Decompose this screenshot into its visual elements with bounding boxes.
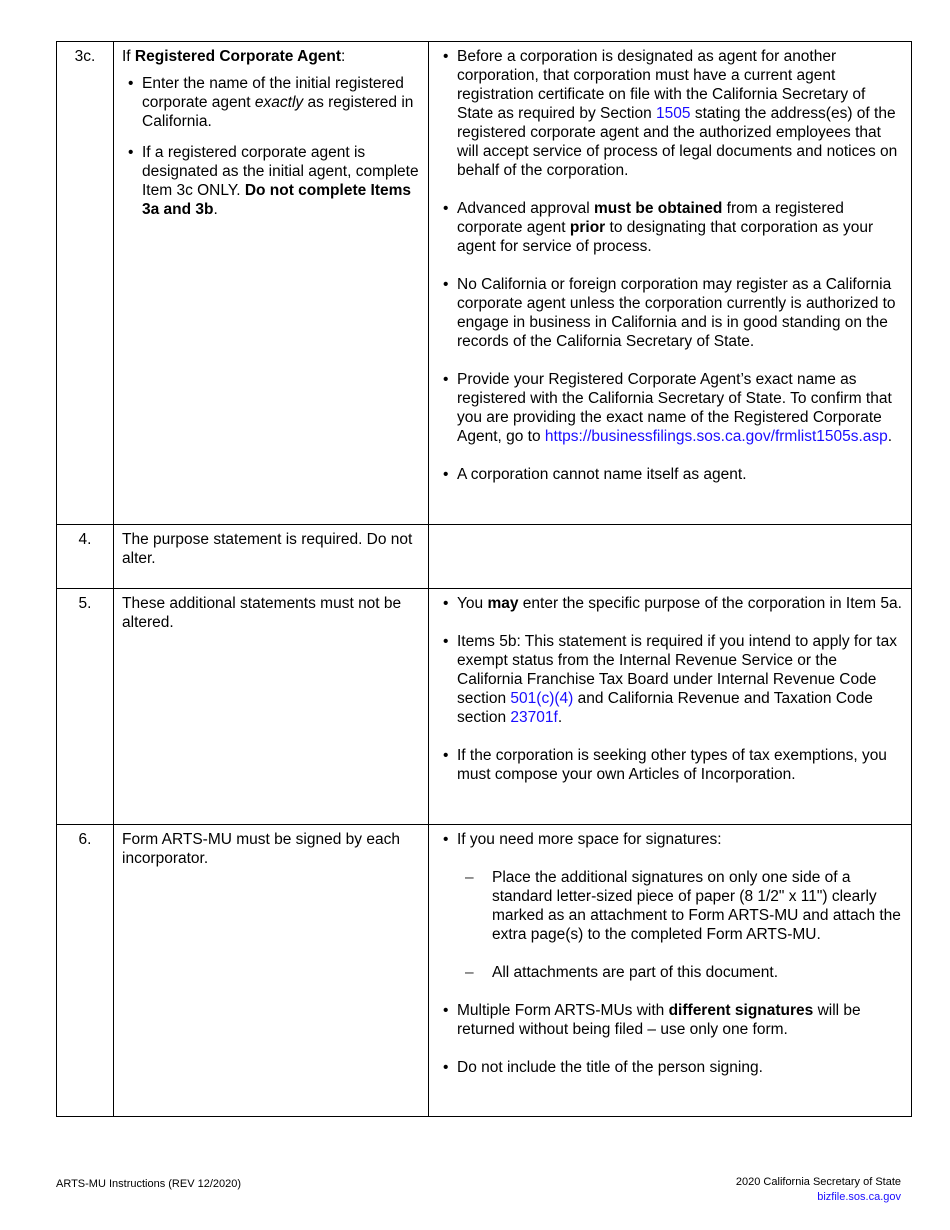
details-list: [441, 47, 903, 484]
sub-list-item: – Place the additional signatures on only one side of a standard letter-sized piece of paper (8 1/2" x 11") clearly marked as an attachment to Form ARTS-MU and attach the extra page(s) to the completed Form ARTS-MU.: [457, 868, 903, 944]
table-row: [57, 589, 912, 825]
list-item: • Do not include the title of the person signing.: [441, 1058, 903, 1077]
list-item: • Enter the name of the initial registered corporate agent exactly as registered in California.: [122, 74, 420, 131]
code-23701f-link[interactable]: 23701f: [510, 709, 558, 726]
footer-copyright: [736, 1175, 901, 1205]
list-item: • If a registered corporate agent is designated as the initial agent, complete Item 3c ONLY. Do not complete Items 3a and 3b.: [122, 143, 420, 219]
bizfile-link[interactable]: bizfile.sos.ca.gov: [817, 1191, 901, 1203]
code-501c4-link[interactable]: 501(c)(4): [510, 690, 574, 707]
instructions-table: [56, 41, 912, 1117]
list-item: • If the corporation is seeking other types of tax exemptions, you must compose your own Articles of Incorporation.: [441, 746, 903, 784]
item-number: 4.: [57, 525, 114, 589]
intro-line: If Registered Corporate Agent:: [122, 48, 346, 65]
item-summary: Form ARTS-MU must be signed by each incorporator.: [114, 825, 429, 1117]
list-item: • Multiple Form ARTS-MUs with different signatures will be returned without being filed – use only one form.: [441, 1001, 903, 1039]
list-item: • A corporation cannot name itself as agent.: [441, 465, 903, 484]
item-number: 3c.: [57, 42, 114, 525]
form-revision-label: ARTS-MU Instructions (REV 12/2020): [56, 1178, 242, 1190]
item-number: 6.: [57, 825, 114, 1117]
details-list: [441, 594, 903, 784]
copyright-text: 2020 California Secretary of State: [735, 1176, 901, 1188]
table-row: [57, 42, 912, 525]
table-row: [57, 825, 912, 1117]
list-item: • Advanced approval must be obtained from a registered corporate agent prior to designating that corporation as your agent for service of process.: [441, 199, 903, 256]
item-details: [429, 589, 912, 825]
table-row: [57, 525, 912, 589]
sub-list-item: – All attachments are part of this document.: [457, 963, 903, 982]
item-summary: [114, 42, 429, 525]
item-number: 5.: [57, 589, 114, 825]
list-item: • If you need more space for signatures: – Place the additional signatures on only one side of a standard letter-sized piece of paper (8 1/2" x 11") clearly marked as an attachment to Form ARTS-MU and attach the extra page(s) to the completed Form ARTS-MU. – All attachments are part of this document.: [441, 830, 903, 982]
business-filings-link[interactable]: https://businessfilings.sos.ca.gov/frmlist1505s.asp: [544, 428, 888, 445]
details-list: [441, 830, 903, 1077]
item-details: [429, 525, 912, 589]
list-item: • You may enter the specific purpose of the corporation in Item 5a.: [441, 594, 903, 613]
list-item: • Before a corporation is designated as agent for another corporation, that corporation must have a current agent registration certificate on file with the California Secretary of State as required by Section 1505 stating the address(es) of the registered corporate agent and the authorized employees that will accept service of process of legal documents and notices on behalf of the corporation.: [441, 47, 903, 180]
section-1505-link[interactable]: 1505: [656, 105, 691, 122]
summary-list: [122, 74, 420, 219]
item-details: [429, 825, 912, 1117]
list-item: • Items 5b: This statement is required if you intend to apply for tax exempt status from the Internal Revenue Service or the California Franchise Tax Board under Internal Revenue Code section 501(c)(4) and California Revenue and Taxation Code section 23701f.: [441, 632, 903, 727]
item-summary: These additional statements must not be altered.: [114, 589, 429, 825]
item-summary: The purpose statement is required. Do not alter.: [114, 525, 429, 589]
list-item: • No California or foreign corporation may register as a California corporate agent unless the corporation currently is authorized to engage in business in California and is in good standing on the records of the California Secretary of State.: [441, 275, 903, 351]
list-item: • Provide your Registered Corporate Agent’s exact name as registered with the California Secretary of State. To confirm that you are providing the exact name of the Registered Corporate Agent, go to https://businessfilings.sos.ca.gov/frmlist1505s.asp.: [441, 370, 903, 446]
item-details: [429, 42, 912, 525]
sub-list: [457, 868, 903, 982]
